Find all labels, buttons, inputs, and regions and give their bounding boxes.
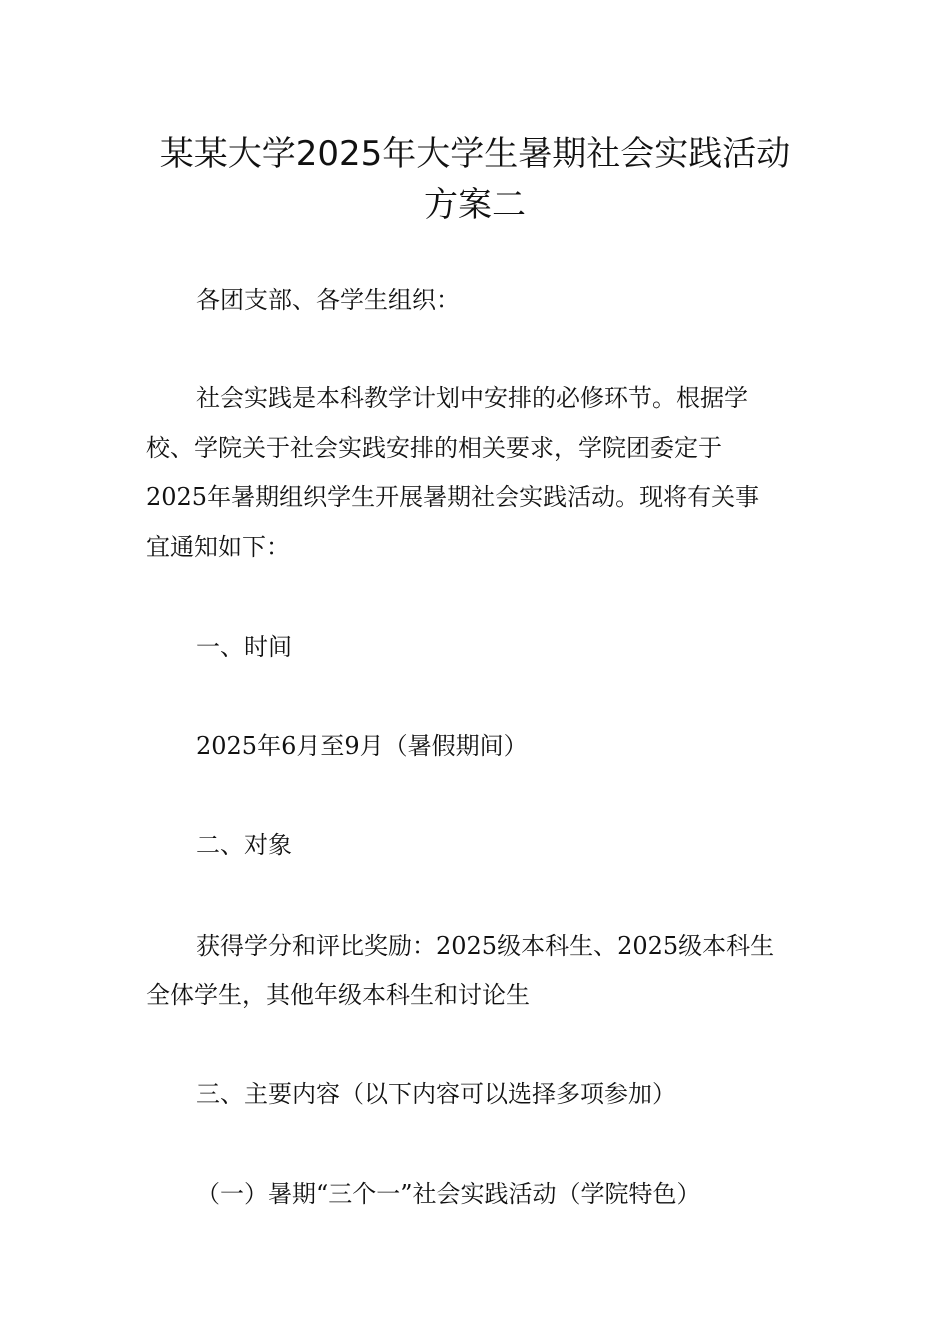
intro-line-2: 校、学院关于社会实践安排的相关要求，学院团委定于 xyxy=(146,434,722,462)
salutation: 各团支部、各学生组织： xyxy=(196,286,460,314)
intro-line-4: 宜通知如下： xyxy=(146,533,290,561)
intro-line-1: 社会实践是本科教学计划中安排的必修环节。根据学 xyxy=(196,384,748,412)
document-title-line-1: 某某大学2025年大学生暑期社会实践活动 xyxy=(159,134,791,174)
section-1-text: 2025年6月至9月（暑假期间） xyxy=(196,732,528,760)
section-1-heading: 一、时间 xyxy=(196,633,292,661)
section-2-text-line-2: 全体学生，其他年级本科生和讨论生 xyxy=(146,981,530,1009)
section-2-text-line-1: 获得学分和评比奖励：2025级本科生、2025级本科生 xyxy=(196,932,775,960)
intro-line-3: 2025年暑期组织学生开展暑期社会实践活动。现将有关事 xyxy=(146,483,760,511)
section-3-heading: 三、主要内容（以下内容可以选择多项参加） xyxy=(196,1080,676,1108)
section-3-subheading-1: （一）暑期“三个一”社会实践活动（学院特色） xyxy=(196,1180,701,1208)
document-title-line-2: 方案二 xyxy=(424,185,526,225)
section-2-heading: 二、对象 xyxy=(196,831,292,859)
